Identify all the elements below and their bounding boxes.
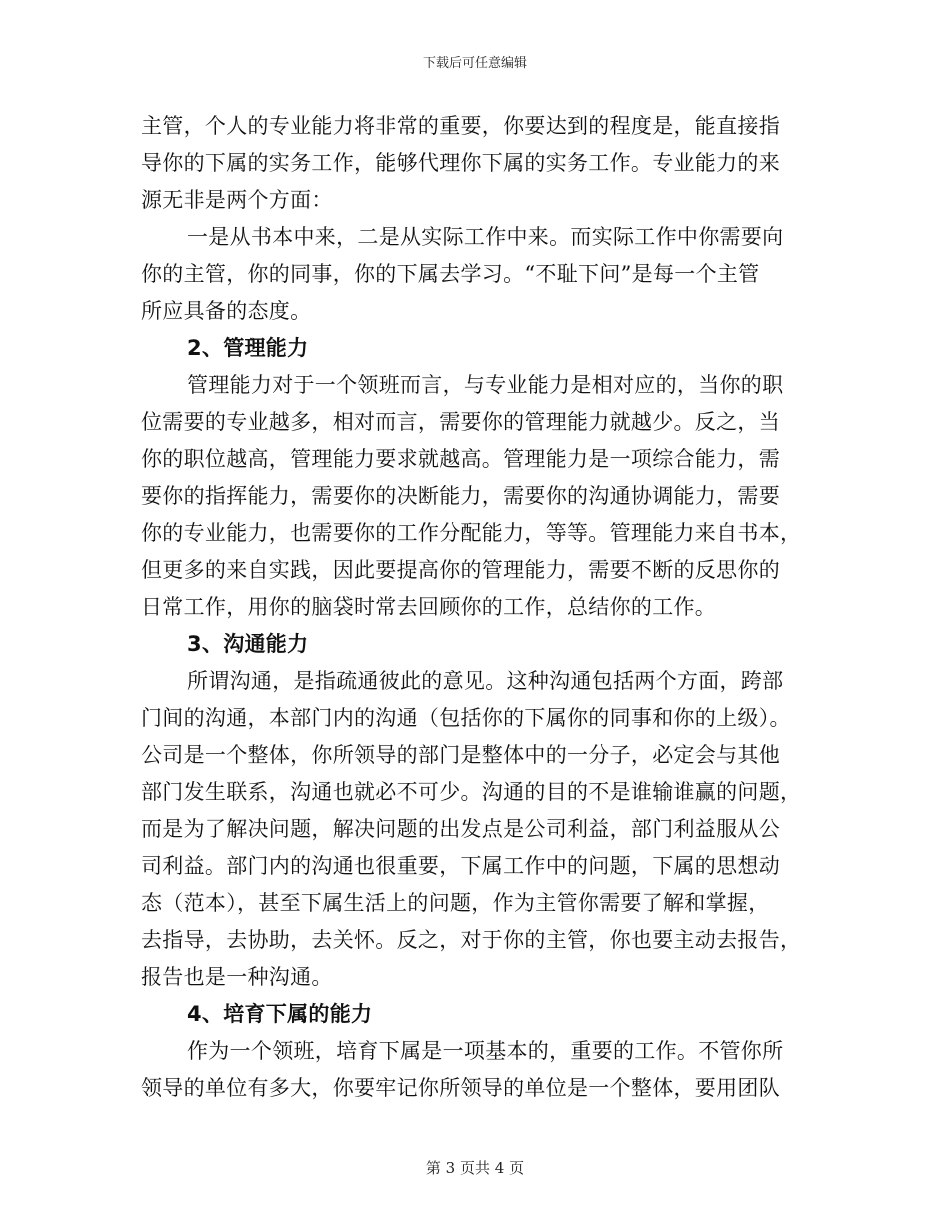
- text-line: 所应具备的态度。: [141, 299, 312, 323]
- text-line: 你的专业能力，也需要你的工作分配能力，等等。管理能力来自书本，: [141, 521, 802, 545]
- text-line: 导你的下属的实务工作，能够代理你下属的实务工作。专业能力的来: [141, 151, 780, 175]
- section-heading: 2、管理能力: [187, 336, 309, 360]
- text-line: 主管，个人的专业能力将非常的重要，你要达到的程度是，能直接指: [141, 114, 780, 138]
- text-line: 日常工作，用你的脑袋时常去回顾你的工作，总结你的工作。: [141, 595, 717, 619]
- text-line: 位需要的专业越多，相对而言，需要你的管理能力就越少。反之，当: [141, 410, 780, 434]
- section-heading: 4、培育下属的能力: [187, 1002, 373, 1026]
- text-line: 报告也是一种沟通。: [141, 965, 333, 989]
- text-line: 你的主管，你的同事，你的下属去学习。“不耻下问”是每一个主管: [141, 262, 760, 286]
- text-line: 领导的单位有多大，你要牢记你所领导的单位是一个整体，要用团队: [141, 1076, 780, 1100]
- text-line: 你的职位越高，管理能力要求就越高。管理能力是一项综合能力，需: [141, 447, 780, 471]
- text-line: 要你的指挥能力，需要你的决断能力，需要你的沟通协调能力，需要: [141, 484, 780, 508]
- text-line: 而是为了解决问题，解决问题的出发点是公司利益，部门利益服从公: [141, 817, 780, 841]
- page-footer: 第 3 页共 4 页: [425, 1159, 525, 1177]
- text-line: 一是从书本中来，二是从实际工作中来。而实际工作中你需要向: [187, 225, 784, 249]
- section-heading: 3、沟通能力: [187, 632, 309, 656]
- text-line: 司利益。部门内的沟通也很重要，下属工作中的问题，下属的思想动: [141, 854, 780, 878]
- text-line: 态（范本），甚至下属生活上的问题，作为主管你需要了解和掌握，: [141, 891, 770, 915]
- text-line: 所谓沟通，是指疏通彼此的意见。这种沟通包括两个方面，跨部: [187, 669, 784, 693]
- text-line: 但更多的来自实践，因此要提高你的管理能力，需要不断的反思你的: [141, 558, 780, 582]
- text-line: 作为一个领班，培育下属是一项基本的，重要的工作。不管你所: [187, 1039, 784, 1063]
- document-body: [141, 108, 801, 1107]
- text-line: 门间的沟通，本部门内的沟通（包括你的下属你的同事和你的上级）。: [141, 706, 791, 730]
- text-line: 去指导，去协助，去关怀。反之，对于你的主管，你也要主动去报告，: [141, 928, 802, 952]
- text-line: 源无非是两个方面：: [141, 188, 333, 212]
- page-header: 下载后可任意编辑: [422, 56, 527, 71]
- text-line: 部门发生联系，沟通也就必不可少。沟通的目的不是谁输谁赢的问题，: [141, 780, 802, 804]
- text-line: 公司是一个整体，你所领导的部门是整体中的一分子，必定会与其他: [141, 743, 780, 767]
- text-line: 管理能力对于一个领班而言，与专业能力是相对应的，当你的职: [187, 373, 784, 397]
